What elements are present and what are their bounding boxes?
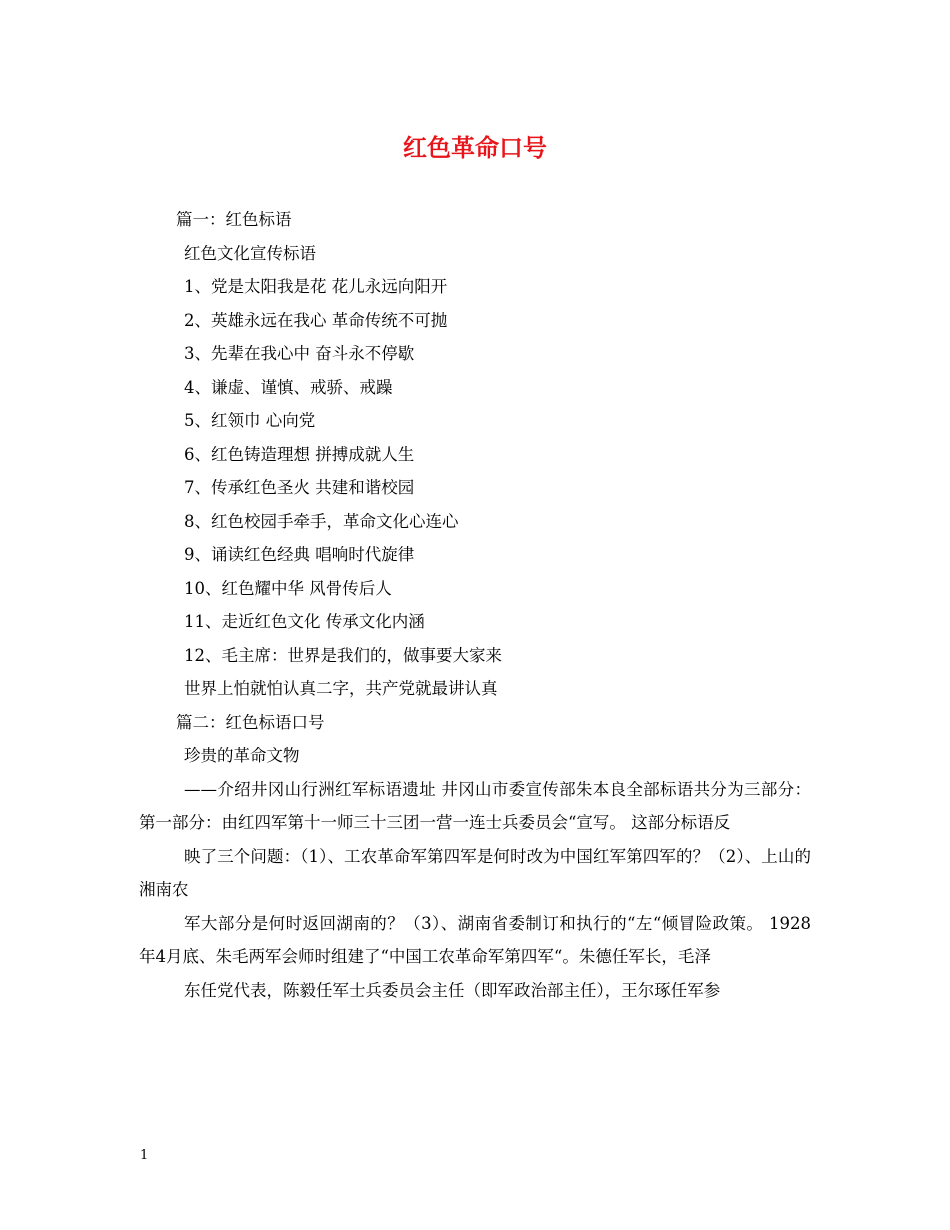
list-item: 3、先辈在我心中 奋斗永不停歇 bbox=[184, 344, 415, 363]
list-item-continuation: 世界上怕就怕认真二字，共产党就最讲认真 bbox=[184, 679, 498, 698]
list-item: 4、谦虚、谨慎、戒骄、戒躁 bbox=[184, 377, 393, 397]
list-item: 12、毛主席：世界是我们的，做事要大家来 bbox=[184, 645, 502, 665]
subheading: 红色文化宣传标语 bbox=[184, 243, 316, 263]
list-item: 10、红色耀中华 风骨传后人 bbox=[184, 578, 392, 598]
page-number: 1 bbox=[140, 1148, 149, 1163]
paragraph: 映了三个问题：（1）、工农革命军第四军是何时改为中国红军第四军的？（2）、上山的湘南农 bbox=[139, 846, 811, 899]
list-item: 6、红色铸造理想 拼搏成就人生 bbox=[184, 444, 415, 464]
document-title: 红色革命口号 bbox=[403, 133, 547, 162]
paragraph: ——介绍井冈山行洲红军标语遗址 井冈山市委宣传部朱本良全部标语共分为三部分：第一部分：由红四军第十一师三十三团一营一连士兵委员会“宣写。 这部分标语反 bbox=[139, 779, 811, 832]
section-heading: 篇二：红色标语口号 bbox=[176, 712, 325, 732]
list-item: 7、传承红色圣火 共建和谐校园 bbox=[184, 478, 415, 497]
list-item: 2、英雄永远在我心 革命传统不可抛 bbox=[184, 310, 448, 330]
paragraph: 东任党代表，陈毅任军士兵委员会主任（即军政治部主任），王尔琢任军参 bbox=[184, 980, 721, 1000]
list-item: 8、红色校园手牵手，革命文化心连心 bbox=[184, 511, 459, 531]
list-item: 1、党是太阳我是花 花儿永远向阳开 bbox=[184, 277, 448, 296]
section-heading: 篇一：红色标语 bbox=[176, 210, 292, 229]
subheading: 珍贵的革命文物 bbox=[184, 746, 300, 765]
list-item: 5、红领巾 心向党 bbox=[184, 411, 316, 430]
list-item: 11、走近红色文化 传承文化内涵 bbox=[184, 612, 425, 631]
document-body bbox=[139, 203, 811, 1007]
list-item: 9、诵读红色经典 唱响时代旋律 bbox=[184, 545, 415, 564]
paragraph: 军大部分是何时返回湖南的？（3）、湖南省委制订和执行的“左“倾冒险政策。 1928年4月底、朱毛两军会师时组建了“中国工农革命军第四军“。朱德任军长，毛泽 bbox=[139, 913, 811, 966]
